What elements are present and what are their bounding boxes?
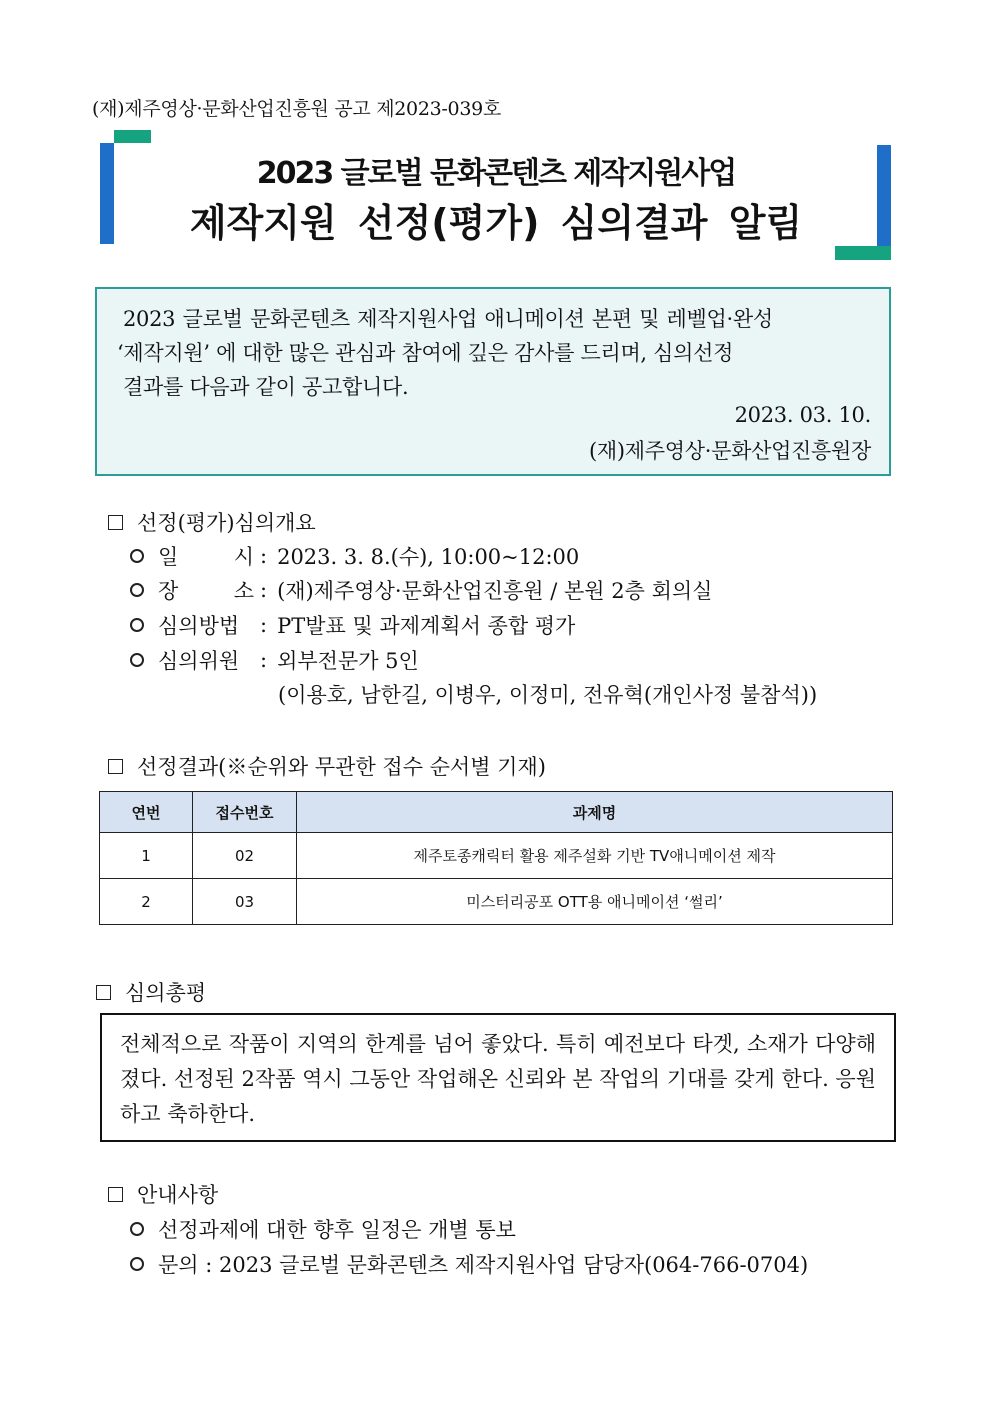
issuing-organization: (재)제주영상·문화산업진흥원장 xyxy=(589,439,871,463)
section-title: 선정결과(※순위와 무관한 접수 순서별 기재) xyxy=(137,755,546,779)
table-row xyxy=(100,833,893,879)
label-char: 소 xyxy=(233,579,254,603)
square-bullet-icon xyxy=(108,1187,123,1202)
committee-members: (이용호, 남한길, 이병우, 이정미, 전유혁(개인사정 불참석)) xyxy=(278,683,818,707)
label-separator: : xyxy=(260,544,268,568)
table-cell: 미스터리공포 OTT용 애니메이션 ‘썰리’ xyxy=(297,879,893,925)
label-char: 일 xyxy=(158,545,179,569)
table-cell: 2 xyxy=(100,879,193,925)
item-value: PT발표 및 과제계획서 종합 평가 xyxy=(277,614,576,638)
item-label xyxy=(158,575,254,605)
intro-line: 결과를 다음과 같이 공고합니다. xyxy=(123,375,409,399)
table-header-row xyxy=(100,792,893,833)
intro-line: ‘제작지원’ 에 대한 많은 관심과 참여에 깊은 감사를 드리며, 심의선정 xyxy=(117,341,734,365)
guide-text: 문의 : 2023 글로벌 문화콘텐츠 제작지원사업 담당자(064-766-0704) xyxy=(158,1253,809,1277)
section-overview-heading xyxy=(108,507,316,537)
table-cell: 02 xyxy=(193,833,297,879)
label-char: 장 xyxy=(158,579,179,603)
title-decoration-accent-left xyxy=(114,130,151,143)
overview-item-location xyxy=(130,575,712,605)
column-header: 과제명 xyxy=(297,792,893,833)
table-cell: 1 xyxy=(100,833,193,879)
item-label: 심의방법 xyxy=(158,614,240,638)
item-label xyxy=(158,541,254,571)
column-header: 연번 xyxy=(100,792,193,833)
section-review-heading xyxy=(96,977,206,1007)
circle-bullet-icon xyxy=(130,618,144,632)
results-table xyxy=(99,791,893,925)
item-value: (재)제주영상·문화산업진흥원 / 본원 2층 회의실 xyxy=(277,579,713,603)
circle-bullet-icon xyxy=(130,653,144,667)
circle-bullet-icon xyxy=(130,1222,144,1236)
review-box: 전체적으로 작품이 지역의 한계를 넘어 좋았다. 특히 예전보다 타겟, 소재가 다양해졌다. 선정된 2작품 역시 그동안 작업해온 신뢰와 본 작업의 기대를 갖게 한다. 응원하고 축하한다. xyxy=(100,1013,896,1142)
square-bullet-icon xyxy=(96,985,111,1000)
label-separator: : xyxy=(260,578,268,602)
section-title: 선정(평가)심의개요 xyxy=(137,511,316,535)
intro-box xyxy=(95,287,891,476)
label-separator: : xyxy=(260,648,268,672)
table-cell: 제주토종캐릭터 활용 제주설화 기반 TV애니메이션 제작 xyxy=(297,833,893,879)
item-value: 외부전문가 5인 xyxy=(277,649,419,673)
overview-item-datetime xyxy=(130,541,579,571)
section-results-heading xyxy=(108,751,546,781)
square-bullet-icon xyxy=(108,759,123,774)
table-row xyxy=(100,879,893,925)
section-title: 안내사항 xyxy=(137,1183,219,1207)
intro-line: 2023 글로벌 문화콘텐츠 제작지원사업 애니메이션 본편 및 레벨업·완성 xyxy=(123,307,773,331)
notice-date: 2023. 03. 10. xyxy=(734,403,871,427)
circle-bullet-icon xyxy=(130,1257,144,1271)
guide-text: 선정과제에 대한 향후 일정은 개별 통보 xyxy=(158,1218,516,1242)
circle-bullet-icon xyxy=(130,549,144,563)
square-bullet-icon xyxy=(108,515,123,530)
label-char: 시 xyxy=(233,545,254,569)
item-label: 심의위원 xyxy=(158,649,240,673)
column-header: 접수번호 xyxy=(193,792,297,833)
title-main: 제작지원 선정(평가) 심의결과 알림 xyxy=(189,201,803,245)
overview-item-committee xyxy=(130,645,419,675)
label-separator: : xyxy=(260,613,268,637)
overview-item-method xyxy=(130,610,575,640)
guide-item xyxy=(130,1214,516,1244)
title-program: 2023 글로벌 문화콘텐츠 제작지원사업 xyxy=(256,156,736,191)
circle-bullet-icon xyxy=(130,583,144,597)
guide-item xyxy=(130,1249,808,1279)
section-title: 심의총평 xyxy=(125,981,207,1005)
title-decoration-accent-right xyxy=(835,246,891,260)
section-guide-heading xyxy=(108,1179,218,1209)
table-cell: 03 xyxy=(193,879,297,925)
notice-number: (재)제주영상·문화산업진흥원 공고 제2023-039호 xyxy=(92,98,501,120)
item-value: 2023. 3. 8.(수), 10:00~12:00 xyxy=(277,545,580,569)
